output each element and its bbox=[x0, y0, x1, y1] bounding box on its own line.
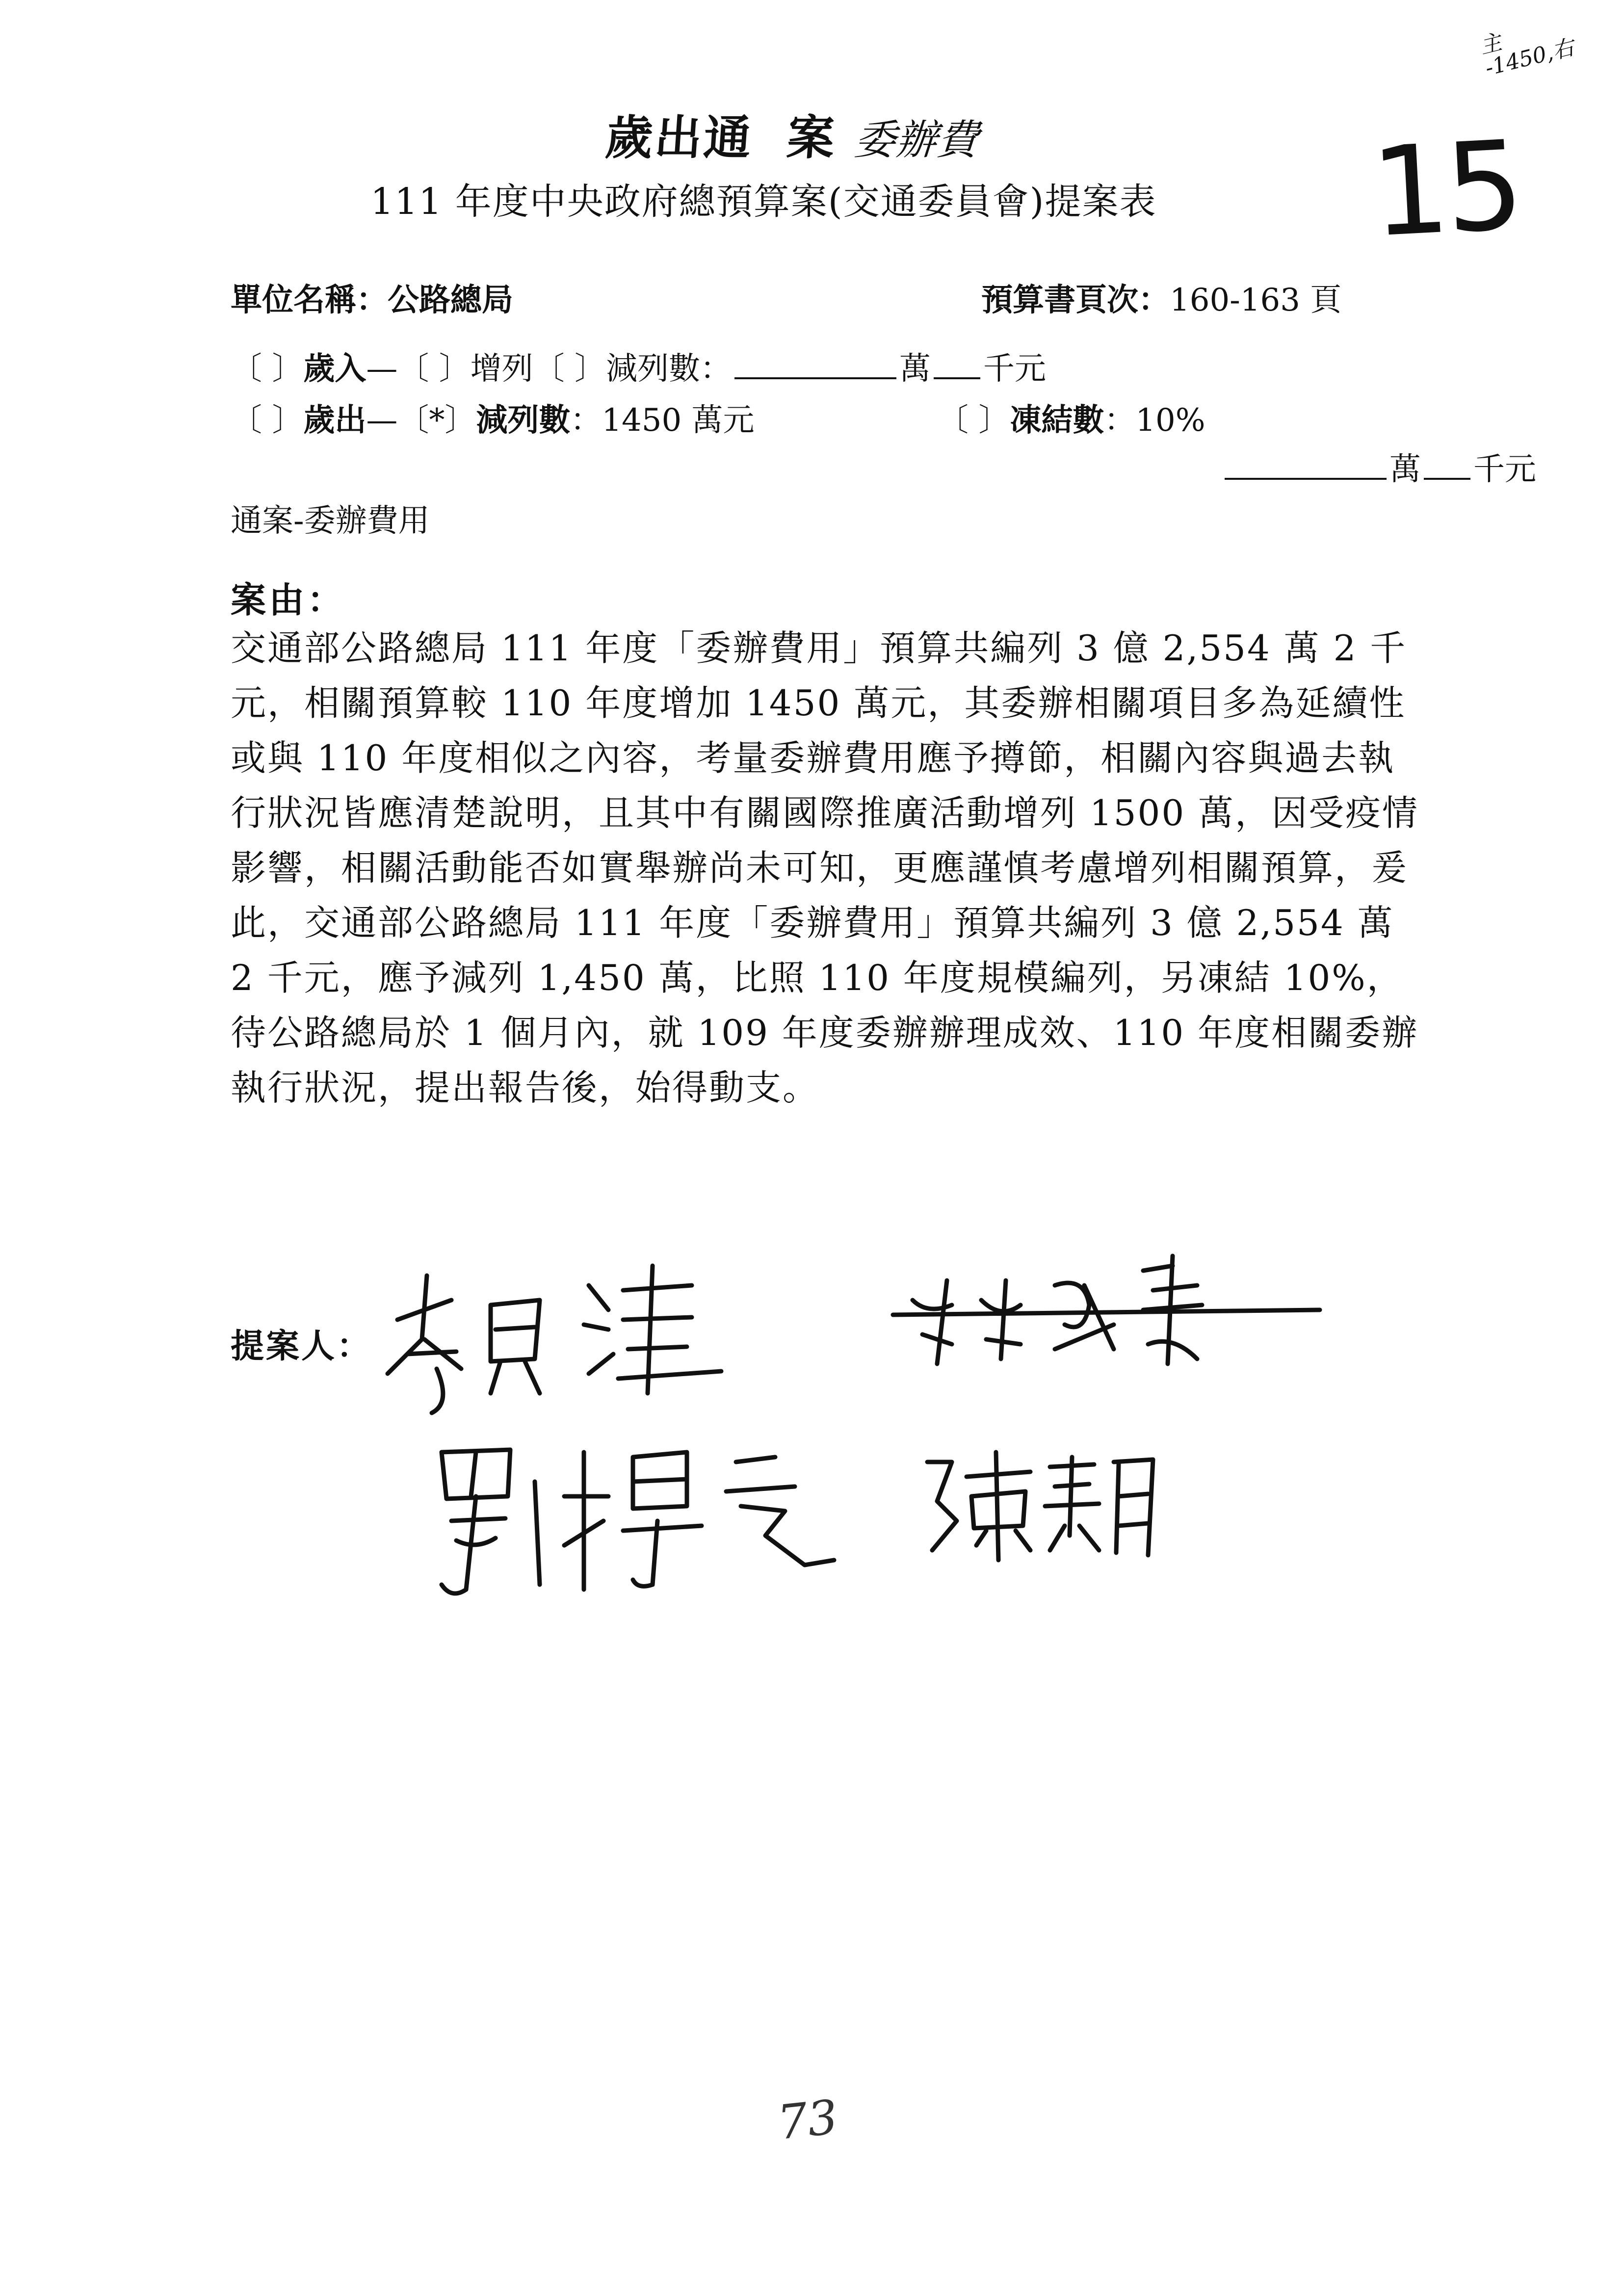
reason-label: 案由： bbox=[231, 579, 346, 621]
revenue-increase: 〔 〕增列 bbox=[397, 351, 533, 387]
expense-label: 歲出 bbox=[303, 402, 367, 439]
page-title: 111 年度中央政府總預算案(交通委員會)提案表 bbox=[370, 181, 1157, 223]
revenue-decrease: 〔 〕減列數： bbox=[533, 351, 732, 387]
freeze-checkbox: 〔 〕 bbox=[937, 402, 1010, 439]
proposer-label: 提案人： bbox=[231, 1327, 372, 1366]
handwritten-title-case: 案 bbox=[785, 110, 838, 165]
signature-1 bbox=[378, 1246, 751, 1433]
revenue-qianyuan: 千元 bbox=[983, 351, 1047, 387]
freeze-amount-row bbox=[1222, 444, 1536, 489]
expense-checkbox: 〔 〕 bbox=[231, 402, 304, 439]
freeze-qianyuan: 千元 bbox=[1473, 451, 1536, 488]
signature-2 bbox=[878, 1236, 1330, 1383]
revenue-checkbox: 〔 〕 bbox=[231, 351, 304, 387]
budget-page-row bbox=[981, 275, 1341, 320]
signature-4 bbox=[917, 1442, 1173, 1570]
revenue-row bbox=[231, 343, 1046, 389]
revenue-label: 歲入 bbox=[303, 350, 367, 387]
corner-handwritten-note: 主 -1450,右 bbox=[1477, 29, 1577, 81]
expense-cut-label: 減列數 bbox=[476, 402, 571, 439]
freeze-label: 凍結數 bbox=[1010, 402, 1104, 439]
revenue-qian-blank bbox=[934, 352, 980, 379]
proposal-number: 15 bbox=[1367, 114, 1523, 264]
unit-label: 單位名稱： bbox=[231, 282, 388, 318]
expense-row bbox=[231, 395, 755, 440]
revenue-dash: — bbox=[366, 351, 398, 387]
handwritten-title bbox=[603, 101, 981, 168]
budget-page-label: 預算書頁次： bbox=[981, 282, 1170, 318]
freeze-row bbox=[937, 395, 1205, 440]
revenue-wan: 萬 bbox=[899, 351, 931, 387]
expense-cut-value: ：1450 萬元 bbox=[570, 402, 755, 439]
page-mark: 73 bbox=[775, 2089, 840, 2151]
revenue-wan-blank bbox=[734, 352, 896, 379]
handwritten-title-main: 歲出通 bbox=[603, 110, 755, 165]
expense-cut-checkbox: 〔*〕 bbox=[397, 402, 476, 439]
signature-3 bbox=[422, 1423, 844, 1619]
reason-body: 交通部公路總局 111 年度「委辦費用」預算共編列 3 億 2,554 萬 2 千元，相關預算較 110 年度增加 1450 萬元，其委辦相關項目多為延續性或與 110 年度相似之內容，考量委辦費用應予撙節，相關內容與過去執行狀況皆應清楚說明，且其中有關國際推廣活動增列 1500 萬，因受疫情影響，相關活動能否如實舉辦尚未可知，更應謹慎考慮增列相關預算，爰此，交通部公路總局 111 年度「委辦費用」預算共編列 3 億 2,554 萬 2 千元，應予減列 1,450 萬，比照 110 年度規模編列，另凍結 10%，待公路總局於 1 個月內，就 109 年度委辦辦理成效、110 年度相關委辦執行狀況，提出報告後，始得動支。 bbox=[231, 627, 1419, 1108]
unit-row bbox=[231, 275, 513, 320]
unit-value: 公路總局 bbox=[388, 282, 513, 318]
budget-page-value: 160-163 頁 bbox=[1170, 282, 1342, 318]
freeze-qian-blank bbox=[1424, 452, 1470, 480]
freeze-wan: 萬 bbox=[1389, 451, 1421, 488]
subject-line: 通案-委辦費用 bbox=[231, 503, 430, 539]
freeze-wan-blank bbox=[1225, 452, 1387, 480]
freeze-value: ：10% bbox=[1104, 402, 1205, 439]
handwritten-title-suffix: 委辦費 bbox=[853, 116, 980, 164]
expense-dash: — bbox=[366, 402, 398, 439]
